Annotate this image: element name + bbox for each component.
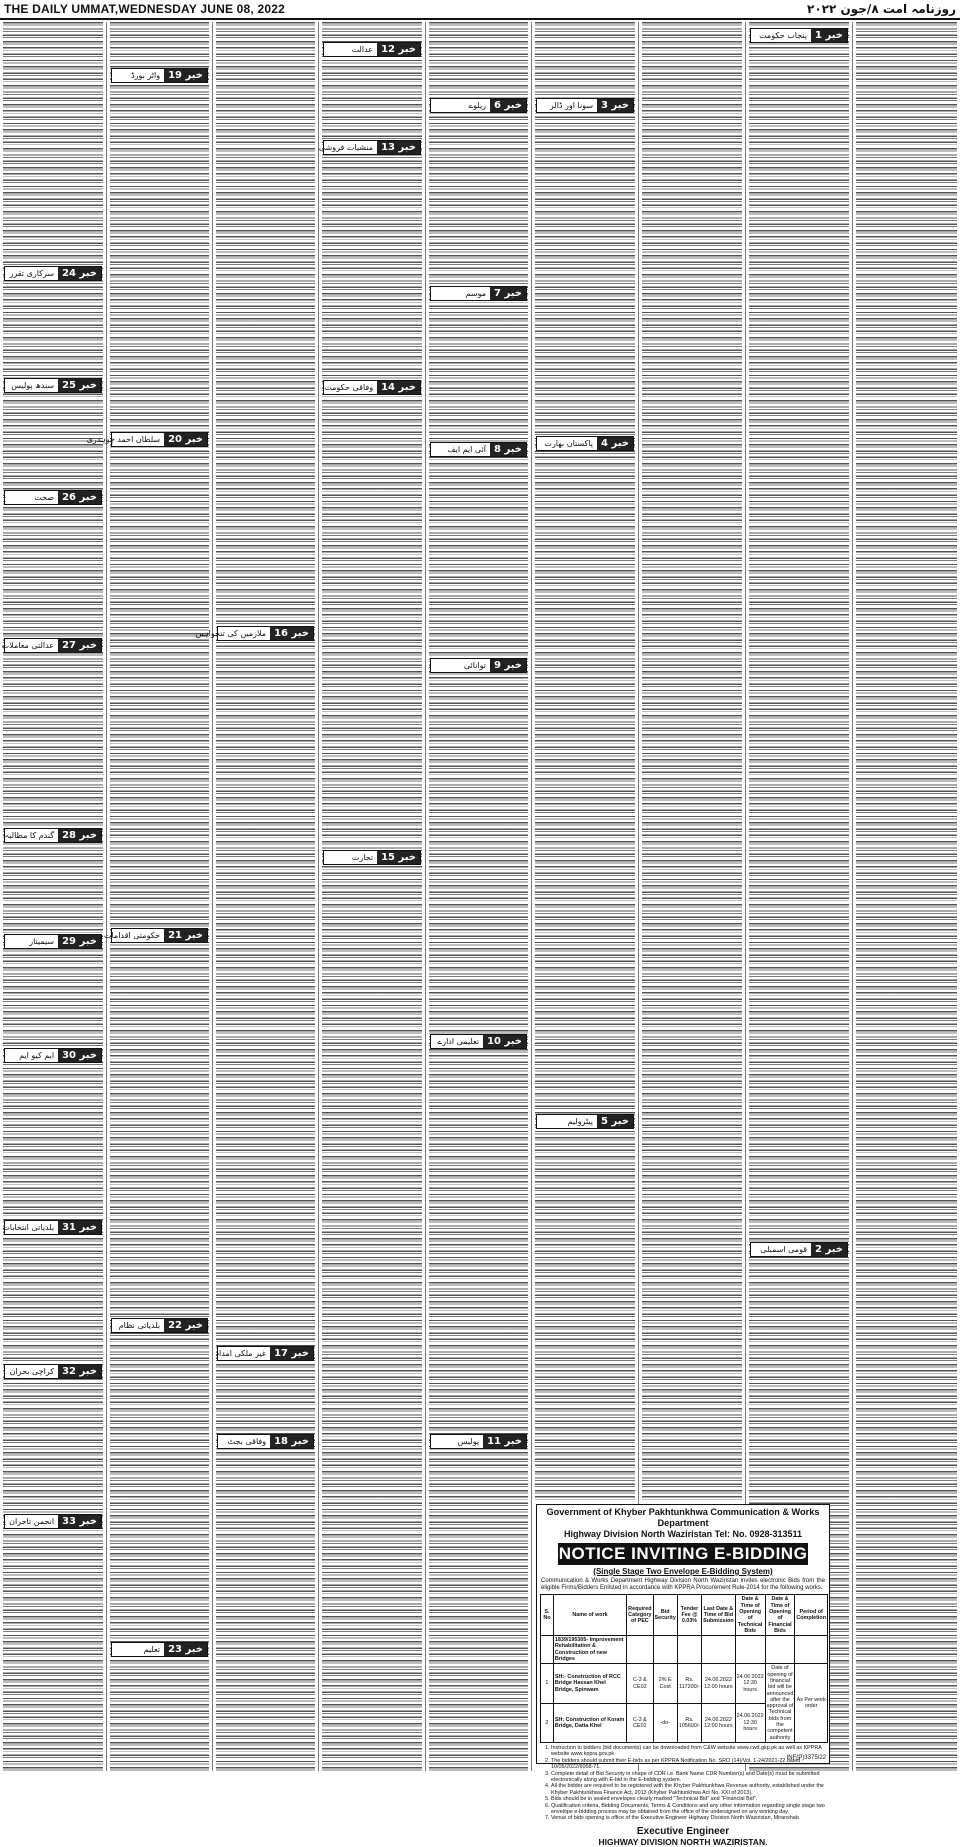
news-box: خبر 14 وفاقی حکومت	[323, 380, 421, 395]
news-box: خبر 28 گندم کا مطالبہ	[4, 828, 102, 843]
table-cell: 24.06.2022 12:30 hours	[735, 1664, 765, 1703]
news-box: خبر 12 عدالت	[323, 42, 421, 57]
table-cell: SH:- Construction of RCC Bridge Hassan Khel Bridge, Spinwam	[553, 1664, 626, 1703]
table-cell: 24.06.2022 12:30 hours	[735, 1703, 765, 1742]
signatory-title: Executive Engineer	[636, 1825, 730, 1837]
news-box: خبر 18 وفاقی بجٹ	[217, 1434, 314, 1449]
column-header: Last Date & Time of Bid Submission	[702, 1595, 736, 1636]
news-box: خبر 23 تعلیم	[111, 1642, 208, 1657]
note-item: 2. The bidders should submit their E-bids as per KPPRA Notification No. SRO (14)/Vol. 1-24/2021-22 dated 10/05/2022/6058-71.	[551, 1758, 825, 1771]
table-cell: 1839/195305- Improvement Rehabilitation & Construction of new Bridges	[553, 1636, 626, 1664]
notice-notes	[537, 1745, 829, 1822]
notice-org: Government of Khyber Pakhtunkhwa Communication & Works Department	[546, 1507, 820, 1528]
notice-intro: Communication & Works Department Highway Division North Waziristan invites electronic Bids from the eligible Firms/Bidders Enlisted in accordance with KPPRA Procurement Rule-2014 for the following works.	[541, 1578, 825, 1592]
table-cell: Date of opening of financial bid will be announced after the approval of Technical bids from the competent authority	[766, 1665, 794, 1741]
table-cell: -do-	[653, 1703, 677, 1742]
news-box: خبر 5 پیٹرولیم	[536, 1114, 634, 1129]
table-cell: Rs. 117200/-	[677, 1664, 701, 1703]
news-box: خبر 9 توانائی	[430, 658, 527, 673]
news-box: خبر 27 عدالتی معاملات	[4, 638, 102, 653]
column-9	[853, 22, 960, 1771]
news-box: خبر 16 ملازمین کی تنخواہیں	[217, 626, 314, 641]
news-box: خبر 4 پاکستان بھارت	[536, 436, 634, 451]
note-item: 5. Bids should be in sealed envelopes clearly marked "Technical Bid" and "Financial Bid".	[551, 1796, 825, 1802]
column-header: Tender Fee @ 0.03%	[677, 1595, 701, 1636]
column-text	[110, 22, 209, 1771]
news-box: خبر 20 سلطان احمد چوہدری	[111, 432, 208, 447]
news-box: خبر 33 انجمن تاجران	[4, 1514, 102, 1529]
column-header: Bid Security	[653, 1595, 677, 1636]
signatory-division: HIGHWAY DIVISION NORTH WAZIRISTAN.	[598, 1836, 768, 1847]
note-item: 1. Instruction to bidders (bid documents) can be downloaded from C&W website www.cwd.gkp.pk as well as KPPRA website www.kppra.gov.pk	[551, 1745, 825, 1758]
news-box: خبر 26 صحت	[4, 490, 102, 505]
column-header: Required Category of PEC	[627, 1595, 653, 1636]
column-header: Date & Time of Opening of Financial Bids	[765, 1595, 795, 1636]
note-item: 7. Venue of bids opening is office of the Executive Engineer Highway Division North Waziristan, Miranshah.	[551, 1815, 825, 1821]
table-cell: Rs. 105600/-	[677, 1703, 701, 1742]
table-cell: C-3 & CE02	[627, 1703, 653, 1742]
news-box: خبر 1 پنجاب حکومت	[750, 28, 848, 43]
tender-notice	[536, 1504, 830, 1847]
column-header: S. No	[541, 1595, 554, 1636]
table-cell: 2% E Cost	[653, 1664, 677, 1703]
news-box: خبر 2 قومی اسمبلی	[750, 1242, 848, 1257]
news-box: خبر 24 سرکاری تقرر	[4, 266, 102, 281]
newspaper-header	[0, 0, 960, 20]
news-box: خبر 10 تعلیمی ادارے	[430, 1034, 527, 1049]
masthead-english: THE DAILY UMMAT,WEDNESDAY JUNE 08, 2022	[4, 2, 285, 16]
news-box: خبر 31 بلدیاتی انتخابات	[4, 1220, 102, 1235]
news-box: خبر 13 منشیات فروشی	[323, 140, 421, 155]
column-1	[0, 22, 107, 1771]
table-header-row	[541, 1595, 828, 1636]
table-cell: 24.06.2022 12:00 hours	[702, 1664, 736, 1703]
table-cell: 2	[541, 1703, 554, 1742]
column-text	[429, 22, 528, 1771]
table-cell: C-3 & CE02	[627, 1664, 653, 1703]
inf-code: INF(P)3375/22	[786, 1755, 826, 1761]
column-header: Date & Time of Opening of Technical Bids	[735, 1595, 765, 1636]
news-box: خبر 11 پولیس	[430, 1434, 527, 1449]
column-text	[216, 22, 315, 1771]
notice-division: Highway Division North Waziristan Tel: No. 0928-313511	[563, 1529, 803, 1539]
column-header: Period of Completion	[795, 1595, 828, 1636]
tender-table	[540, 1594, 828, 1743]
notice-title: NOTICE INVITING E-BIDDING	[558, 1544, 808, 1563]
table-cell: As Per work order	[795, 1664, 828, 1743]
table-row	[541, 1664, 828, 1703]
column-4	[319, 22, 426, 1771]
column-2	[86, 22, 213, 1771]
news-box: خبر 8 آئی ایم ایف	[430, 442, 527, 457]
news-box: خبر 7 موسم	[430, 286, 527, 301]
table-row	[541, 1636, 828, 1664]
table-cell: 1	[541, 1664, 554, 1703]
news-box: خبر 19 واٹر بورڈ	[111, 68, 208, 83]
news-box: خبر 6 ریلوے	[430, 98, 527, 113]
news-box: خبر 22 بلدیاتی نظام	[111, 1318, 208, 1333]
news-box: خبر 30 ایم کیو ایم	[4, 1048, 102, 1063]
note-item: 6. Qualification criteria, Bidding Documents, Terms & Conditions and any other information regarding single stage two envelope e-bidding process may be obtained from the office of the undersigned on any working day.	[551, 1803, 825, 1816]
table-cell: 24.06.2022 12:00 hours	[702, 1703, 736, 1742]
column-header: Name of work	[553, 1595, 626, 1636]
table-cell: SH: Construction of Koram Bridge, Datta Khel	[553, 1703, 626, 1742]
news-box: خبر 17 غیر ملکی امداد	[217, 1346, 314, 1361]
news-box: خبر 29 سیمینار	[4, 934, 102, 949]
column-text	[856, 22, 957, 1771]
notice-subtitle: (Single Stage Two Envelope E-Bidding System)	[593, 1567, 773, 1576]
news-box: خبر 21 حکومتی اقدامات	[111, 928, 208, 943]
column-3	[195, 22, 319, 1771]
column-text	[535, 22, 635, 1501]
news-box: خبر 3 سونا اور ڈالر	[536, 98, 634, 113]
column-text	[322, 22, 422, 1771]
news-box: خبر 32 کراچی بحران	[4, 1364, 102, 1379]
note-item: 3. Complete detail of Bid Security in shape of CDR i.e. Bank Name CDR Number(s) and Date(s) must be submitted electronically along with E-bid in the E-bidding system.	[551, 1771, 825, 1784]
column-text	[3, 22, 103, 1771]
note-item: 4. All the bidder are required to be registered with the Khyber Pakhtunkhwa Revenue authority, established under the Khyber Pakhtunkhwa Finance Act, 2013 (Khyber Pakhtunkhwa Act No. XXI of 2013).	[551, 1783, 825, 1796]
news-box: خبر 25 سندھ پولیس	[4, 378, 102, 393]
masthead-urdu: روزنامہ امت ۸/جون ۲۰۲۲	[807, 2, 956, 16]
news-box: خبر 15 تجارت	[323, 850, 421, 865]
column-5	[426, 22, 532, 1771]
column-text	[642, 22, 742, 1501]
